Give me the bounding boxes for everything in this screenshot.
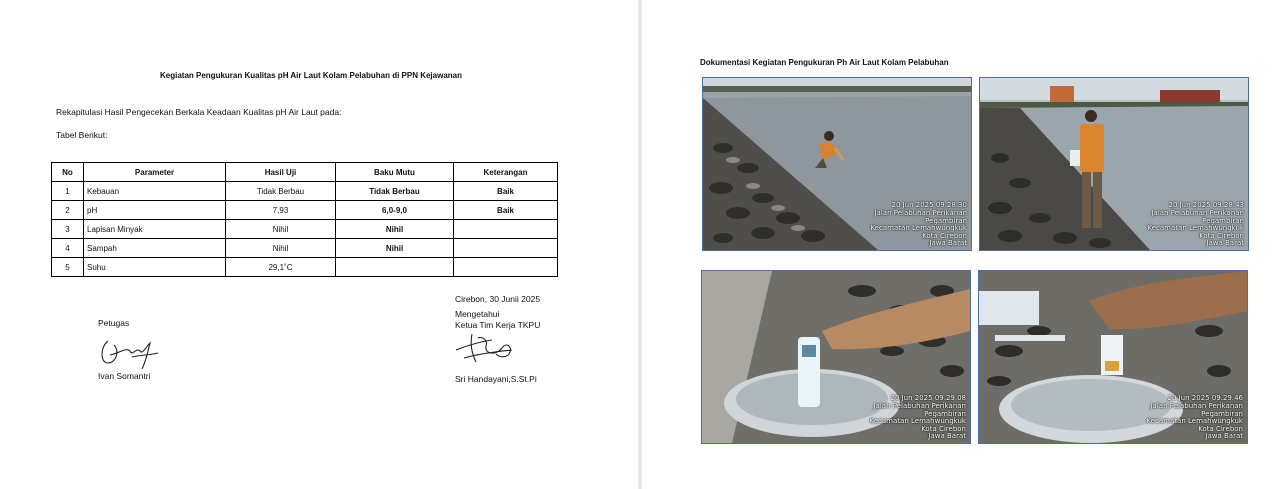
cell-parameter: Sampah <box>84 239 226 258</box>
photo-ph-strip <box>978 270 1248 444</box>
table-caption: Tabel Berikut: <box>56 130 108 140</box>
left-signature <box>96 333 166 373</box>
photo-ph-meter <box>701 270 971 444</box>
right-signature <box>452 328 522 368</box>
photo-timestamp: 20 Jun 2025 09.29.46 Jalan Pelabuhan Perikanan Pegambiran Kecamatan Lemahwungkuk Kota Cirebon Jawa Barat <box>1146 394 1243 441</box>
table-row <box>52 201 558 220</box>
cell-keterangan <box>454 239 558 258</box>
cell-hasil: 7,93 <box>226 201 336 220</box>
documentation-page <box>642 0 1280 489</box>
right-signer-name: Sri Handayani,S.St.Pi <box>455 374 537 384</box>
acknowledged-label: Mengetahui <box>455 309 500 319</box>
photo-harbor-standing <box>979 77 1249 251</box>
header-parameter: Parameter <box>84 163 226 182</box>
cell-baku: Nihil <box>336 220 454 239</box>
cell-baku: 6,0-9,0 <box>336 201 454 220</box>
photo-harbor-crouching <box>702 77 972 251</box>
cell-baku <box>336 258 454 277</box>
cell-hasil: 29,1˚C <box>226 258 336 277</box>
cell-baku: Nihil <box>336 239 454 258</box>
left-signer-role: Petugas <box>98 318 130 328</box>
table-row <box>52 258 558 277</box>
right-signer-role: Ketua Tim Kerja TKPU <box>455 320 541 330</box>
header-keterangan: Keterangan <box>454 163 558 182</box>
photo-timestamp: 20 Jun 2025 09.29.08 Jalan Pelabuhan Perikanan Pegambiran Kecamatan Lemahwungkuk Kota Cirebon Jawa Barat <box>869 394 966 441</box>
cell-keterangan: Baik <box>454 201 558 220</box>
cell-parameter: Suhu <box>84 258 226 277</box>
results-table <box>51 162 558 277</box>
cell-hasil: Tidak Berbau <box>226 182 336 201</box>
place-date: Cirebon, 30 Junii 2025 <box>455 294 541 304</box>
cell-no: 3 <box>52 220 84 239</box>
photo-timestamp: 20 Jun 2025 09.28.30 Jalan Pelabuhan Perikanan Pegambiran Kecamatan Lemahwungkuk Kota Cirebon Jawa Barat <box>870 201 967 248</box>
photo-timestamp: 20 Jun 2025 09.28.43 Jalan Pelabuhan Perikanan Pegambiran Kecamatan Lemahwungkuk Kota Cirebon Jawa Barat <box>1147 201 1244 248</box>
cell-no: 1 <box>52 182 84 201</box>
cell-keterangan <box>454 220 558 239</box>
cell-keterangan <box>454 258 558 277</box>
cell-parameter: Lapisan Minyak <box>84 220 226 239</box>
cell-hasil: Nihil <box>226 239 336 258</box>
cell-no: 4 <box>52 239 84 258</box>
left-signer-name: Ivan Somantri <box>98 371 151 381</box>
header-baku-mutu: Baku Mutu <box>336 163 454 182</box>
cell-keterangan: Baik <box>454 182 558 201</box>
cell-hasil: Nihil <box>226 220 336 239</box>
cell-no: 5 <box>52 258 84 277</box>
table-header-row <box>52 163 558 182</box>
report-title: Kegiatan Pengukuran Kualitas pH Air Laut Kolam Pelabuhan di PPN Kejawanan <box>160 71 462 80</box>
cell-baku: Tidak Berbau <box>336 182 454 201</box>
table-row <box>52 220 558 239</box>
header-hasil-uji: Hasil Uji <box>226 163 336 182</box>
table-row <box>52 239 558 258</box>
intro-text: Rekapitulasi Hasil Pengecekan Berkala Keadaan Kualitas pH Air Laut pada: <box>56 107 342 117</box>
cell-no: 2 <box>52 201 84 220</box>
table-row <box>52 182 558 201</box>
documentation-title: Dokumentasi Kegiatan Pengukuran Ph Air Laut Kolam Pelabuhan <box>700 58 949 67</box>
report-page <box>0 0 638 489</box>
cell-parameter: Kebauan <box>84 182 226 201</box>
header-no: No <box>52 163 84 182</box>
cell-parameter: pH <box>84 201 226 220</box>
